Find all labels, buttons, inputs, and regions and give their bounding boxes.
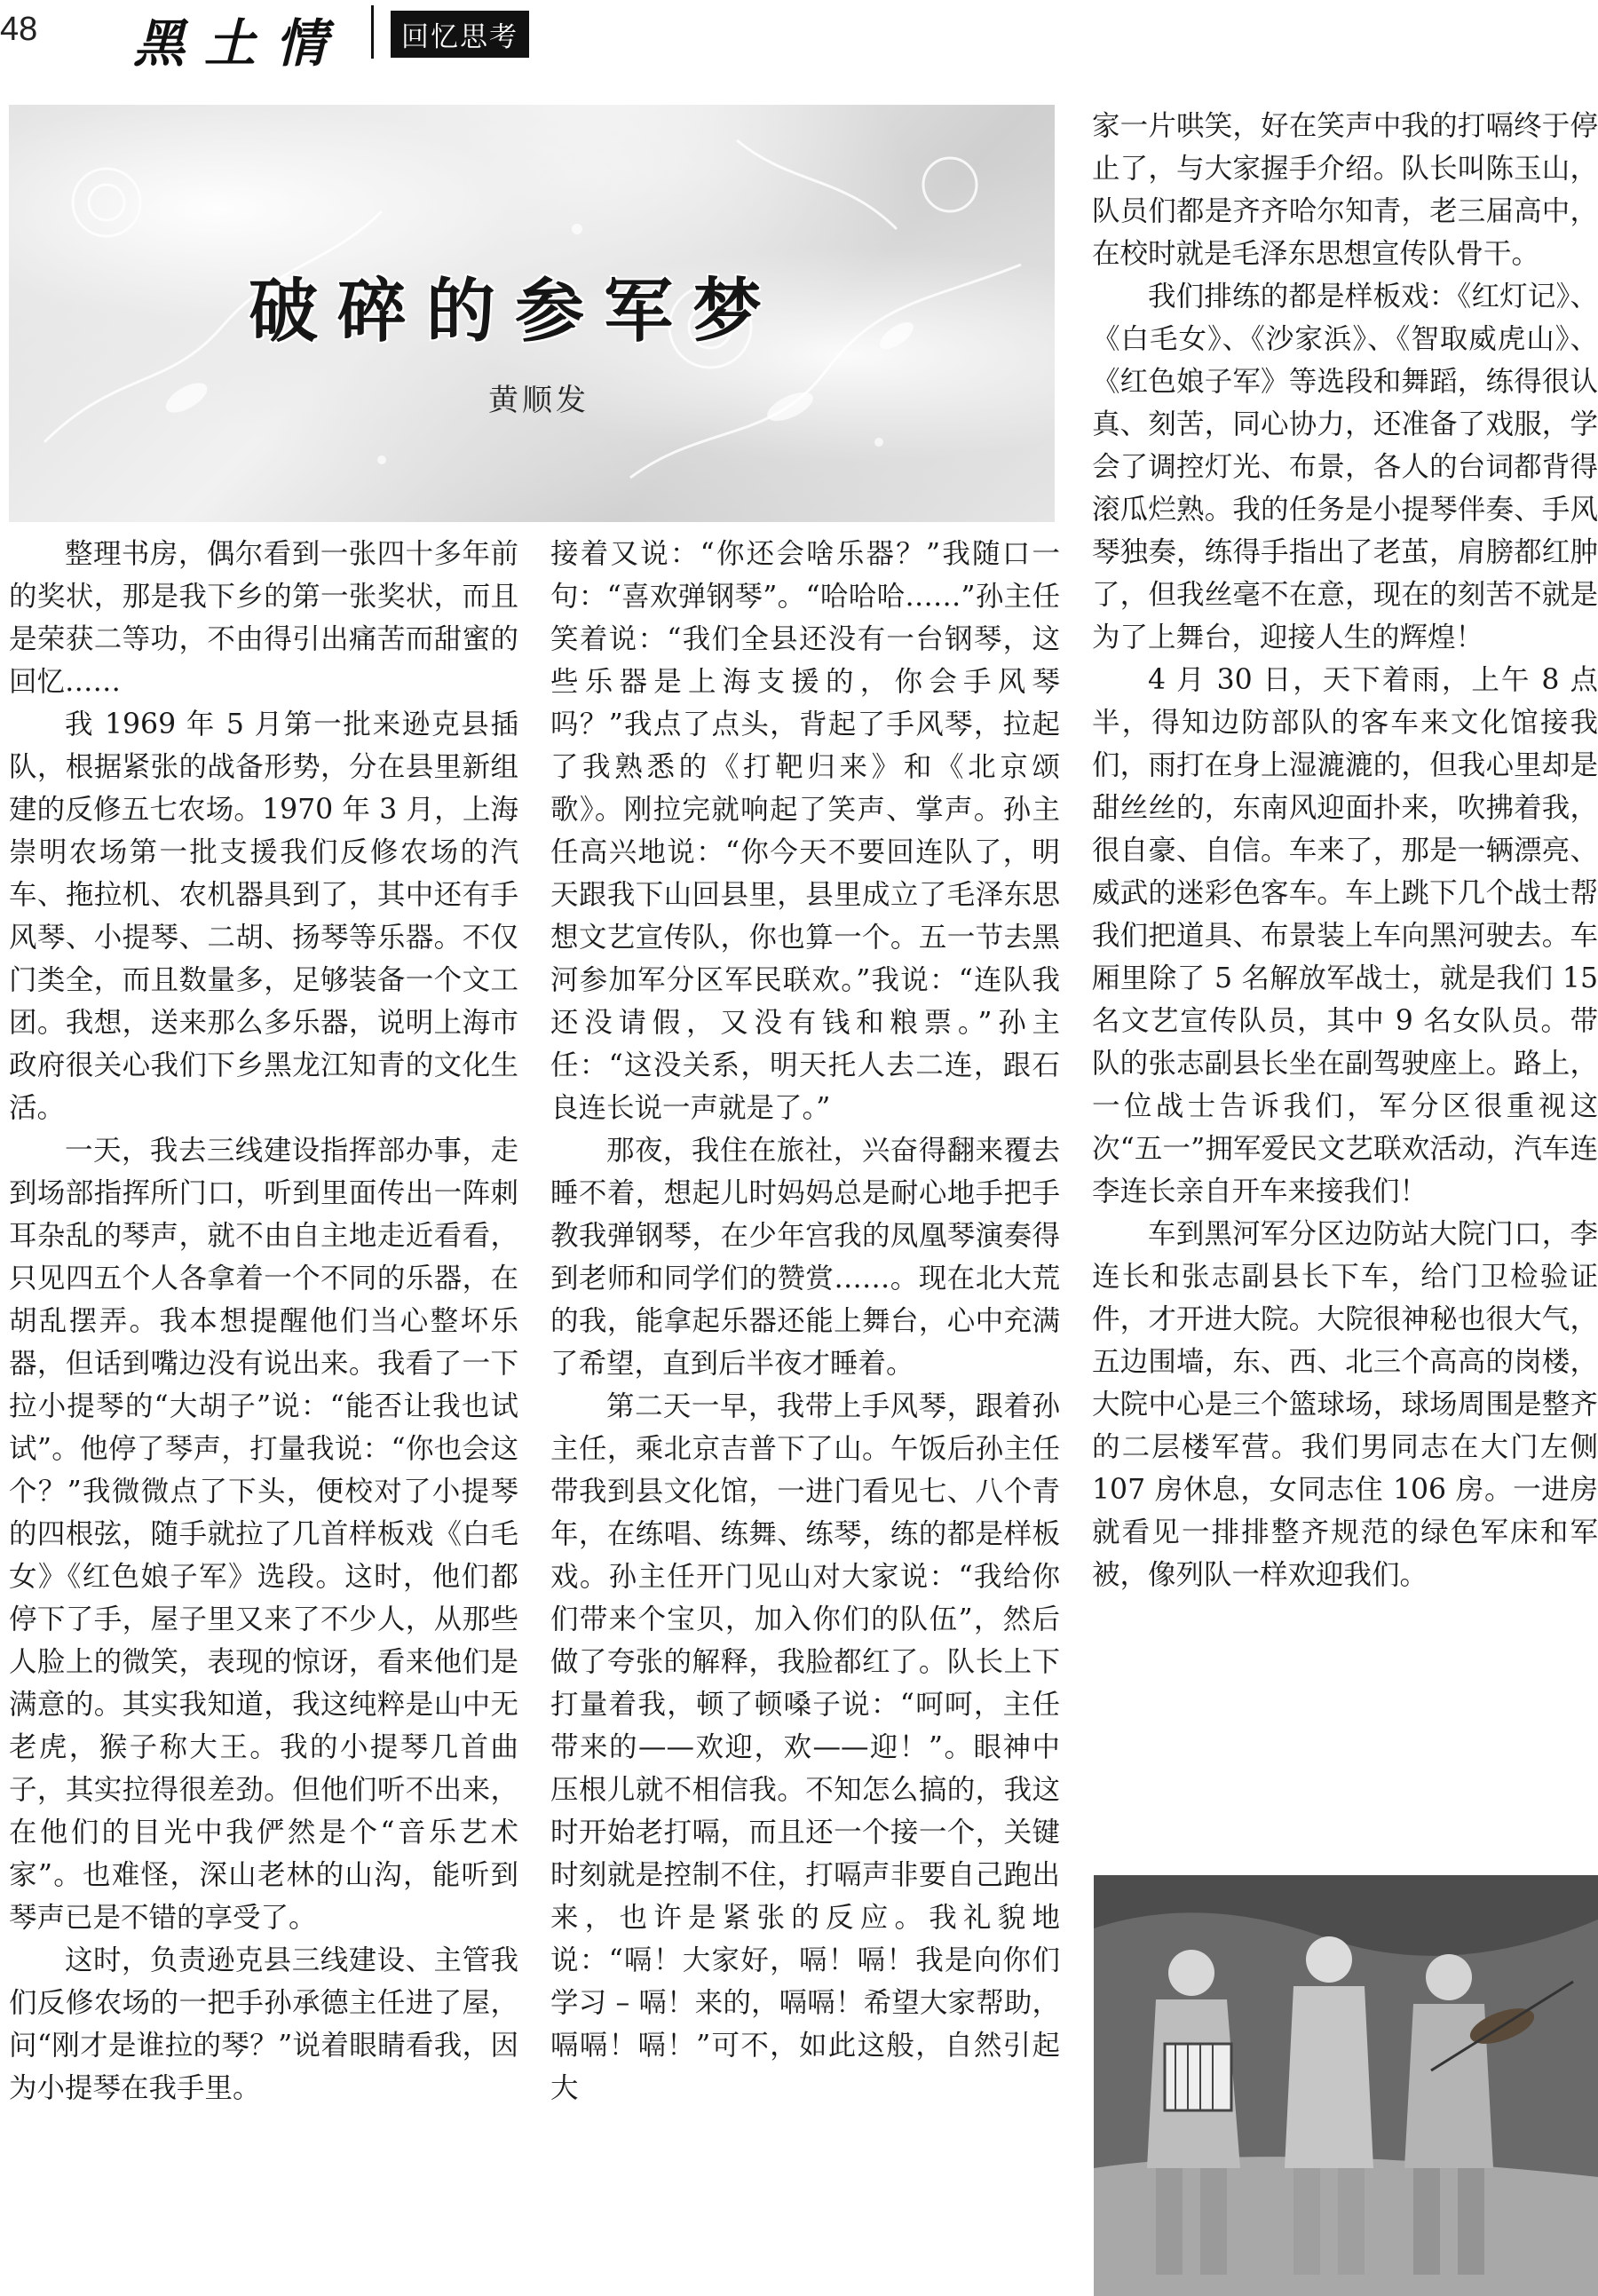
article-photo	[1094, 1875, 1598, 2296]
text-column-2	[550, 533, 1060, 2110]
paragraph: 那夜，我住在旅社，兴奋得翻来覆去睡不着，想起儿时妈妈总是耐心地手把手教我弹钢琴，在少年宫我的凤凰琴演奏得到老师和同学们的赞赏……。现在北大荒的我，能拿起乐器还能上舞台，心中充满了希望，直到后半夜才睡着。	[550, 1135, 1060, 1380]
page-number: 48	[0, 11, 38, 48]
paragraph: 4 月 30 日，天下着雨，上午 8 点半，得知边防部队的客车来文化馆接我们，雨打在身上湿漉漉的，但我心里却是甜丝丝的，东南风迎面扑来，吹拂着我，很自豪、自信。车来了，那是一辆漂亮、威武的迷彩色客车。车上跳下几个战士帮我们把道具、布景装上车向黑河驶去。车厢里除了 5 名解放军战士，就是我们 15 名文艺宣传队员，其中 9 名女队员。带队的张志副县长坐在副驾驶座上。路上，一位战士告诉我们，军分区很重视这次“五一”拥军爱民文艺联欢活动，汽车连李连长亲自开车来接我们！	[1092, 664, 1598, 1207]
paragraph: 车到黑河军分区边防站大院门口，李连长和张志副县长下车，给门卫检验证件，才开进大院。大院很神秘也很大气，五边围墙，东、西、北三个高高的岗楼，大院中心是三个篮球场，球场周围是整齐的二层楼军营。我们男同志在大门左侧 107 房休息，女同志住 106 房。一进房就看见一排排整齐规范的绿色军床和军被，像列队一样欢迎我们。	[1092, 1218, 1598, 1591]
article-author: 黄顺发	[488, 383, 589, 418]
paragraph: 一天，我去三线建设指挥部办事，走到场部指挥所门口，听到里面传出一阵刺耳杂乱的琴声，就不由自主地走近看看，只见四五个人各拿着一个不同的乐器，在胡乱摆弄。我本想提醒他们当心整坏乐器，但话到嘴边没有说出来。我看了一下拉小提琴的“大胡子”说：“能否让我也试试”。他停了琴声，打量我说：“你也会这个？”我微微点了下头，便校对了小提琴的四根弦，随手就拉了几首样板戏《白毛女》《红色娘子军》选段。这时，他们都停下了手，屋子里又来了不少人，从那些人脸上的微笑，表现的惊讶，看来他们是满意的。其实我知道，我这纯粹是山中无老虎，猴子称大王。我的小提琴几首曲子，其实拉得很差劲。但他们听不出来，在他们的目光中我俨然是个“音乐艺术家”。也难怪，深山老林的山沟，能听到琴声已是不错的享受了。	[9, 1135, 518, 1934]
photo-performers	[1094, 1875, 1598, 2296]
section-tag: 回忆思考	[391, 11, 529, 58]
header-divider	[371, 5, 374, 59]
article-title: 破碎的参军梦	[249, 272, 782, 352]
paragraph: 这时，负责逊克县三线建设、主管我们反修农场的一把手孙承德主任进了屋，问“刚才是谁拉的琴？”说着眼睛看我，因为小提琴在我手里。	[9, 1944, 518, 2104]
paragraph: 家一片哄笑，好在笑声中我的打嗝终于停止了，与大家握手介绍。队长叫陈玉山，队员们都是齐齐哈尔知青，老三届高中，在校时就是毛泽东思想宣传队骨干。	[1092, 110, 1598, 270]
magazine-title: 黑土情	[133, 13, 347, 74]
paragraph: 我们排练的都是样板戏：《红灯记》、《白毛女》、《沙家浜》、《智取威虎山》、《红色娘子军》等选段和舞蹈，练得很认真、刻苦，同心协力，还准备了戏服，学会了调控灯光、布景，各人的台词都背得滚瓜烂熟。我的任务是小提琴伴奏、手风琴独奏，练得手指出了老茧，肩膀都红肿了，但我丝毫不在意，现在的刻苦不就是为了上舞台，迎接人生的辉煌！	[1092, 281, 1598, 653]
title-banner	[9, 105, 1055, 522]
text-column-3	[1092, 105, 1598, 1596]
paragraph: 第二天一早，我带上手风琴，跟着孙主任，乘北京吉普下了山。午饭后孙主任带我到县文化馆，一进门看见七、八个青年，在练唱、练舞、练琴，练的都是样板戏。孙主任开门见山对大家说：“我给你们带来个宝贝，加入你们的队伍”，然后做了夸张的解释，我脸都红了。队长上下打量着我，顿了顿嗓子说：“呵呵，主任带来的——欢迎，欢——迎！”。眼神中压根儿就不相信我。不知怎么搞的，我这时开始老打嗝，而且还一个接一个，关键时刻就是控制不住，打嗝声非要自己跑出来，也许是紧张的反应。我礼貌地说：“嗝！大家好，嗝！嗝！我是向你们学习 – 嗝！来的，嗝嗝！希望大家帮助，嗝嗝！嗝！”可不，如此这般，自然引起大	[550, 1390, 1060, 2104]
paragraph: 我 1969 年 5 月第一批来逊克县插队，根据紧张的战备形势，分在县里新组建的反修五七农场。1970 年 3 月，上海崇明农场第一批支援我们反修农场的汽车、拖拉机、农机器具到了，其中还有手风琴、小提琴、二胡、扬琴等乐器。不仅门类全，而且数量多，足够装备一个文工团。我想，送来那么多乐器，说明上海市政府很关心我们下乡黑龙江知青的文化生活。	[9, 709, 518, 1124]
paragraph: 接着又说：“你还会啥乐器？”我随口一句：“喜欢弹钢琴”。“哈哈哈……”孙主任笑着说：“我们全县还没有一台钢琴，这些乐器是上海支援的，你会手风琴吗？”我点了点头，背起了手风琴，拉起了我熟悉的《打靶归来》和《北京颂歌》。刚拉完就响起了笑声、掌声。孙主任高兴地说：“你今天不要回连队了，明天跟我下山回县里，县里成立了毛泽东思想文艺宣传队，你也算一个。五一节去黑河参加军分区军民联欢。”我说：“连队我还没请假，又没有钱和粮票。”孙主任：“这没关系，明天托人去二连，跟石良连长说一声就是了。”	[550, 538, 1060, 1124]
text-column-1	[9, 533, 518, 2110]
paragraph: 整理书房，偶尔看到一张四十多年前的奖状，那是我下乡的第一张奖状，而且是荣获二等功，不由得引出痛苦而甜蜜的回忆……	[9, 538, 518, 698]
